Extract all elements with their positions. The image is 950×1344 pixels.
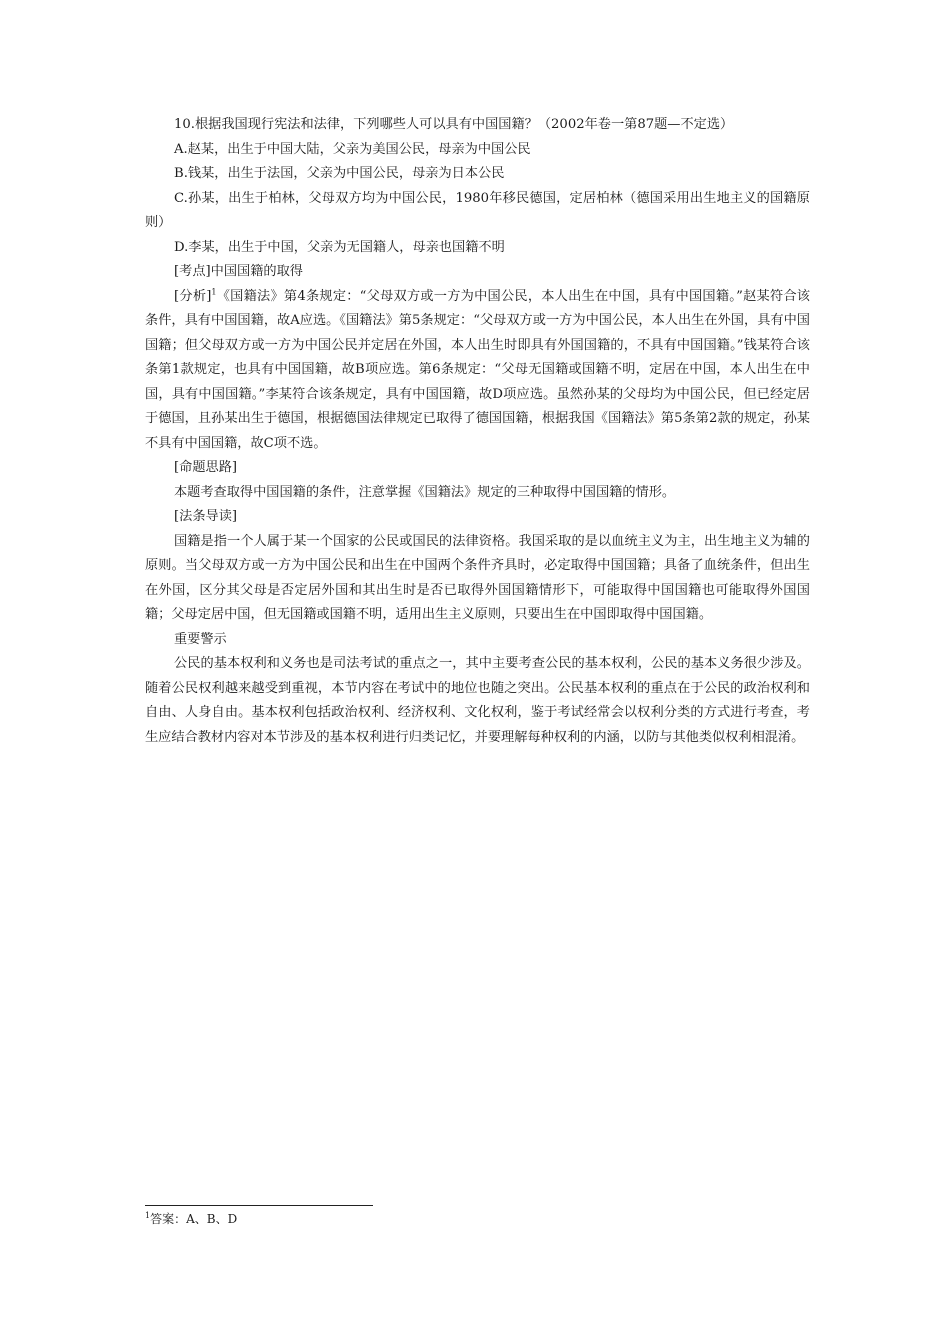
question-stem: 10.根据我国现行宪法和法律，下列哪些人可以具有中国国籍？（2002年卷一第87题—不定选）	[174, 117, 734, 132]
footnote-divider	[145, 1205, 373, 1206]
footnote-text: 答案：A、B、D	[150, 1212, 238, 1226]
footnote-mark: 1	[145, 1211, 151, 1220]
footnote-reference[interactable]: 1	[211, 287, 217, 297]
option-a: A.赵某，出生于中国大陆，父亲为美国公民，母亲为中国公民	[174, 141, 531, 157]
kaodian-label: [考点]	[174, 264, 211, 279]
option-d: D.李某，出生于中国，父亲为无国籍人，母亲也国籍不明	[174, 239, 505, 255]
mingti-heading: [命题思路]	[174, 460, 238, 475]
jingshi-heading: 重要警示	[174, 631, 227, 647]
footnote	[145, 1210, 237, 1228]
jingshi-text: 公民的基本权利和义务也是司法考试的重点之一，其中主要考查公民的基本权利，公民的基本义务很少涉及。随着公民权利越来越受到重视，本节内容在考试中的地位也随之突出。公民基本权利的重点在于公民的政治权利和自由、人身自由。基本权利包括政治权利、经济权利、文化权利，鉴于考试经常会以权利分类的方式进行考查，考生应结合教材内容对本节涉及的基本权利进行归类记忆，并要理解每种权利的内涵，以防与其他类似权利相混淆。	[145, 656, 810, 745]
fenxi-label: [分析]	[174, 288, 212, 304]
fenxi-paragraph	[145, 285, 810, 457]
fatiao-heading: [法条导读]	[174, 509, 238, 524]
kaodian-paragraph	[145, 260, 810, 285]
fenxi-text: 《国籍法》第4条规定：“父母双方或一方为中国公民，本人出生在中国，具有中国国籍。”赵某符合该条件，具有中国国籍，故A应选。《国籍法》第5条规定：“父母双方或一方为中国公民，本人出生在外国，具有中国国籍；但父母双方或一方为中国公民并定居在外国，本人出生时即具有外国国籍的，不具有中国国籍。”钱某符合该条第1款规定，也具有中国国籍，故B项应选。第6条规定：“父母无国籍或国籍不明，定居在中国，本人出生在中国，具有中国国籍。”李某符合该条规定，具有中国国籍，故D项应选。虽然孙某的父母均为中国公民，但已经定居于德国，且孙某出生于德国，根据德国法律规定已取得了德国国籍，根据我国《国籍法》第5条第2款的规定，孙某不具有中国国籍，故C项不选。	[145, 288, 810, 451]
document-body	[145, 113, 810, 750]
kaodian-text: 中国国籍的取得	[210, 264, 303, 279]
mingti-text: 本题考查取得中国国籍的条件，注意掌握《国籍法》规定的三种取得中国国籍的情形。	[174, 484, 676, 500]
fatiao-text: 国籍是指一个人属于某一个国家的公民或国民的法律资格。我国采取的是以血统主义为主，出生地主义为辅的原则。当父母双方或一方为中国公民和出生在中国两个条件齐具时，必定取得中国国籍；具备了血统条件，但出生在外国，区分其父母是否定居外国和其出生时是否已取得外国国籍情形下，可能取得中国国籍也可能取得外国国籍；父母定居中国，但无国籍或国籍不明，适用出生主义原则，只要出生在中国即取得中国国籍。	[145, 533, 810, 622]
option-c: C.孙某，出生于柏林，父母双方均为中国公民，1980年移民德国，定居柏林（德国采用出生地主义的国籍原则）	[145, 190, 810, 230]
option-b: B.钱某，出生于法国，父亲为中国公民，母亲为日本公民	[174, 166, 505, 181]
